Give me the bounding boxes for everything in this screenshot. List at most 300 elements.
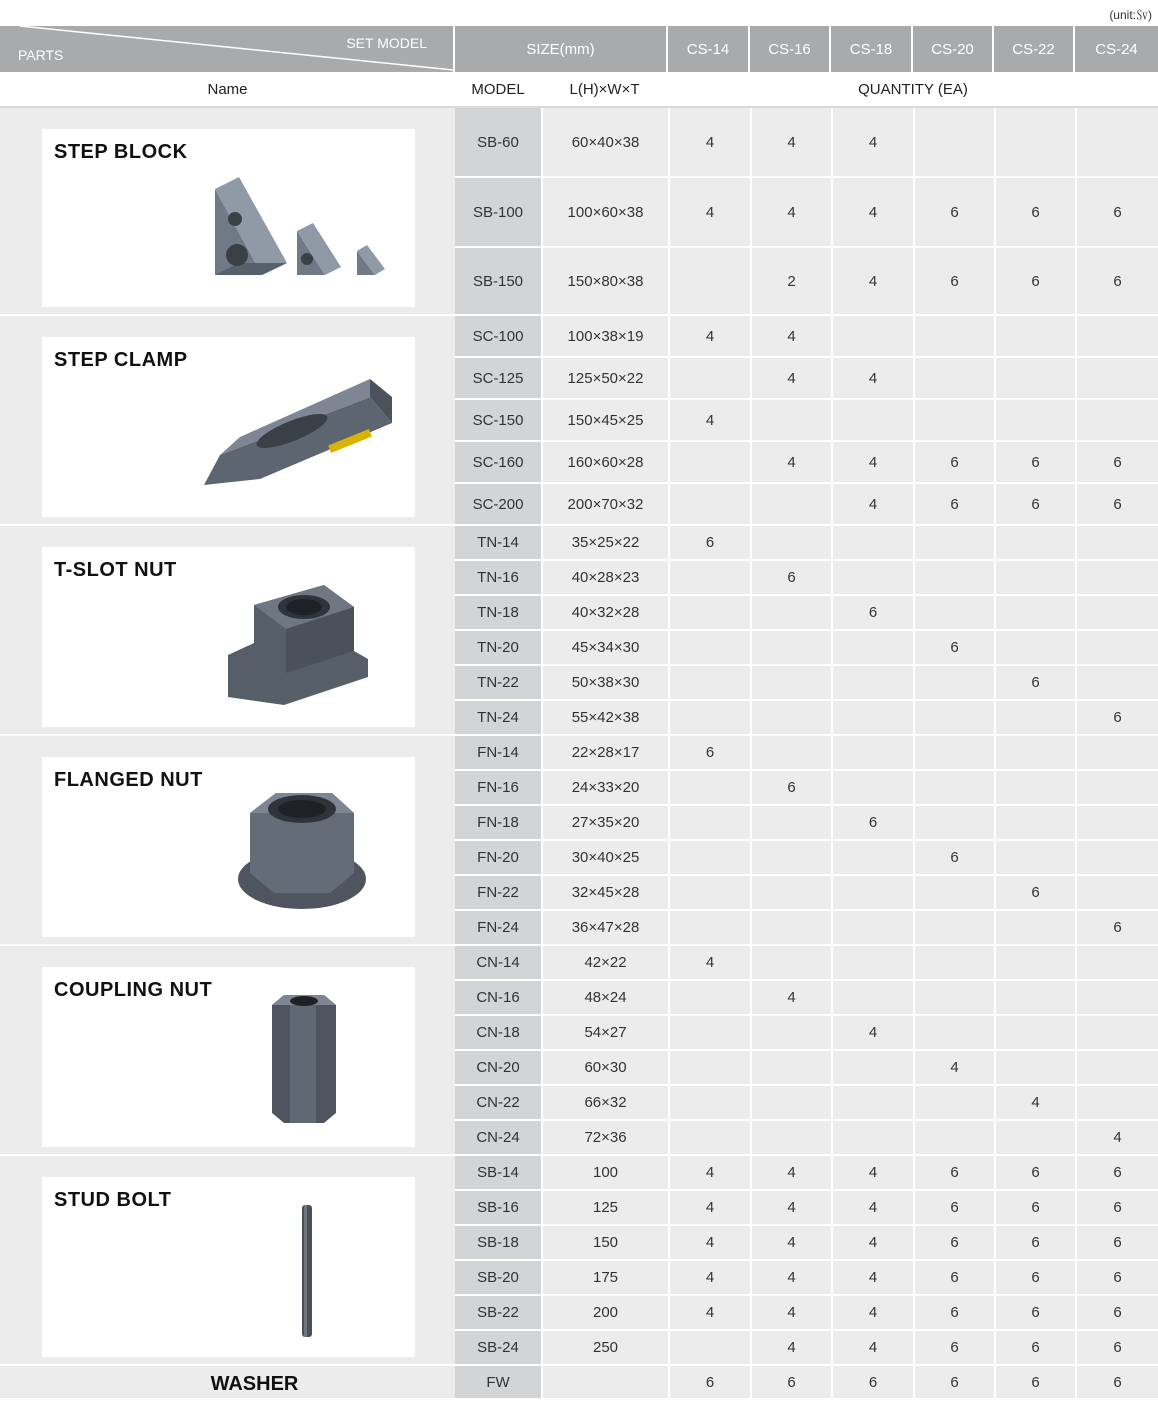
qty-cell-cs-18 <box>831 981 913 1016</box>
qty-cell-cs-14 <box>668 484 750 526</box>
qty-cell-cs-24: 4 <box>1075 1121 1158 1156</box>
qty-cell-cs-14 <box>668 701 750 736</box>
qty-cell-cs-22: 6 <box>994 876 1075 911</box>
qty-cell-cs-24 <box>1075 596 1158 631</box>
size-cell: 66×32 <box>541 1086 668 1121</box>
qty-cell-cs-22 <box>994 701 1075 736</box>
stud-bolt-icon <box>296 1203 318 1339</box>
flanged-nut-icon <box>232 783 372 915</box>
qty-cell-cs-22 <box>994 981 1075 1016</box>
qty-cell-cs-18: 6 <box>831 1366 913 1400</box>
qty-cell-cs-18: 4 <box>831 1261 913 1296</box>
part-card <box>42 337 415 517</box>
qty-cell-cs-14: 4 <box>668 1226 750 1261</box>
qty-cell-cs-20 <box>913 561 994 596</box>
qty-cell-cs-24 <box>1075 1051 1158 1086</box>
qty-cell-cs-24 <box>1075 736 1158 771</box>
qty-cell-cs-22: 6 <box>994 248 1075 316</box>
header-row <box>0 26 1158 72</box>
qty-cell-cs-14 <box>668 841 750 876</box>
qty-cell-cs-24 <box>1075 561 1158 596</box>
qty-cell-cs-20: 6 <box>913 248 994 316</box>
size-cell: 40×28×23 <box>541 561 668 596</box>
qty-cell-cs-24 <box>1075 1016 1158 1051</box>
qty-cell-cs-16 <box>750 701 831 736</box>
qty-cell-cs-22: 6 <box>994 666 1075 701</box>
qty-cell-cs-16 <box>750 841 831 876</box>
qty-cell-cs-24 <box>1075 666 1158 701</box>
model-cell: CN-18 <box>455 1016 541 1051</box>
qty-cell-cs-24: 6 <box>1075 701 1158 736</box>
qty-cell-cs-16: 4 <box>750 108 831 178</box>
qty-cell-cs-14: 6 <box>668 526 750 561</box>
size-cell: 100×38×19 <box>541 316 668 358</box>
qty-cell-cs-16: 6 <box>750 771 831 806</box>
model-cell: SB-100 <box>455 178 541 248</box>
qty-cell-cs-20 <box>913 596 994 631</box>
size-cell: 175 <box>541 1261 668 1296</box>
part-cell-step-clamp <box>0 316 455 526</box>
qty-cell-cs-16: 4 <box>750 981 831 1016</box>
dims-column-label: L(H)×W×T <box>541 72 668 108</box>
qty-cell-cs-22: 6 <box>994 178 1075 248</box>
qty-cell-cs-22 <box>994 108 1075 178</box>
qty-cell-cs-16: 2 <box>750 248 831 316</box>
t-slot-nut-icon <box>224 577 374 707</box>
qty-cell-cs-20 <box>913 358 994 400</box>
model-cell: CN-16 <box>455 981 541 1016</box>
qty-cell-cs-20 <box>913 946 994 981</box>
qty-cell-cs-18: 4 <box>831 248 913 316</box>
qty-cell-cs-16 <box>750 526 831 561</box>
size-cell: 50×38×30 <box>541 666 668 701</box>
qty-cell-cs-16 <box>750 1016 831 1051</box>
part-name: T-SLOT NUT <box>54 559 177 581</box>
model-cell: SB-18 <box>455 1226 541 1261</box>
qty-cell-cs-20 <box>913 666 994 701</box>
name-column-label: Name <box>0 72 455 108</box>
qty-cell-cs-18: 4 <box>831 1191 913 1226</box>
model-cell: SC-100 <box>455 316 541 358</box>
size-cell: 42×22 <box>541 946 668 981</box>
qty-cell-cs-24: 6 <box>1075 1296 1158 1331</box>
table-row <box>0 736 1158 771</box>
qty-cell-cs-14: 4 <box>668 108 750 178</box>
qty-cell-cs-16 <box>750 1086 831 1121</box>
part-name: STUD BOLT <box>54 1189 172 1211</box>
qty-cell-cs-22 <box>994 561 1075 596</box>
qty-cell-cs-24 <box>1075 771 1158 806</box>
table-row <box>0 316 1158 358</box>
qty-cell-cs-22 <box>994 806 1075 841</box>
model-cell: CN-24 <box>455 1121 541 1156</box>
qty-cell-cs-16 <box>750 400 831 442</box>
model-cell: SC-160 <box>455 442 541 484</box>
set-header-cs20: CS-20 <box>913 26 994 72</box>
model-cell: CN-20 <box>455 1051 541 1086</box>
qty-cell-cs-18: 4 <box>831 1296 913 1331</box>
size-cell: 125×50×22 <box>541 358 668 400</box>
coupling-nut-icon <box>264 991 344 1127</box>
size-cell: 100 <box>541 1156 668 1191</box>
qty-cell-cs-18 <box>831 911 913 946</box>
qty-cell-cs-22 <box>994 911 1075 946</box>
qty-cell-cs-22: 6 <box>994 1331 1075 1366</box>
qty-cell-cs-18 <box>831 1121 913 1156</box>
qty-cell-cs-20 <box>913 400 994 442</box>
qty-cell-cs-22 <box>994 1016 1075 1051</box>
part-cell-washer <box>0 1366 455 1400</box>
qty-cell-cs-24 <box>1075 806 1158 841</box>
model-cell: TN-16 <box>455 561 541 596</box>
part-card <box>42 129 415 307</box>
components-table <box>0 26 1158 1400</box>
size-cell: 45×34×30 <box>541 631 668 666</box>
qty-cell-cs-18: 6 <box>831 806 913 841</box>
qty-cell-cs-22: 6 <box>994 1261 1075 1296</box>
qty-cell-cs-16 <box>750 596 831 631</box>
qty-cell-cs-18: 4 <box>831 1016 913 1051</box>
model-cell: SB-20 <box>455 1261 541 1296</box>
qty-cell-cs-24: 6 <box>1075 1156 1158 1191</box>
qty-cell-cs-14 <box>668 981 750 1016</box>
qty-cell-cs-18 <box>831 701 913 736</box>
qty-cell-cs-20 <box>913 981 994 1016</box>
qty-cell-cs-20: 6 <box>913 841 994 876</box>
qty-cell-cs-22: 6 <box>994 1226 1075 1261</box>
qty-cell-cs-18: 4 <box>831 442 913 484</box>
qty-cell-cs-14: 4 <box>668 946 750 981</box>
model-cell: TN-18 <box>455 596 541 631</box>
qty-cell-cs-20: 6 <box>913 1366 994 1400</box>
model-cell: FN-18 <box>455 806 541 841</box>
qty-cell-cs-14 <box>668 806 750 841</box>
qty-cell-cs-16: 4 <box>750 1191 831 1226</box>
size-cell: 125 <box>541 1191 668 1226</box>
size-cell: 60×40×38 <box>541 108 668 178</box>
qty-cell-cs-18 <box>831 526 913 561</box>
size-cell: 55×42×38 <box>541 701 668 736</box>
qty-cell-cs-24: 6 <box>1075 442 1158 484</box>
part-name: FLANGED NUT <box>54 769 203 791</box>
unit-label: (unit:㏜) <box>1109 8 1152 22</box>
qty-cell-cs-20 <box>913 1086 994 1121</box>
qty-cell-cs-18: 4 <box>831 1226 913 1261</box>
qty-cell-cs-18 <box>831 316 913 358</box>
part-name: STEP BLOCK <box>54 141 188 163</box>
model-cell: SB-22 <box>455 1296 541 1331</box>
set-model-label: SET MODEL <box>346 35 427 51</box>
model-cell: FN-24 <box>455 911 541 946</box>
set-header-cs14: CS-14 <box>668 26 750 72</box>
qty-cell-cs-22 <box>994 596 1075 631</box>
parts-setmodel-header <box>0 26 455 72</box>
qty-cell-cs-22: 4 <box>994 1086 1075 1121</box>
qty-cell-cs-18: 4 <box>831 1331 913 1366</box>
qty-cell-cs-20: 6 <box>913 1296 994 1331</box>
qty-cell-cs-20 <box>913 806 994 841</box>
qty-cell-cs-20: 6 <box>913 1331 994 1366</box>
qty-cell-cs-22: 6 <box>994 484 1075 526</box>
qty-cell-cs-22: 6 <box>994 1366 1075 1400</box>
qty-cell-cs-18 <box>831 946 913 981</box>
part-cell-t-slot-nut <box>0 526 455 736</box>
part-cell-stud-bolt <box>0 1156 455 1366</box>
qty-cell-cs-22 <box>994 400 1075 442</box>
qty-cell-cs-16: 4 <box>750 1331 831 1366</box>
qty-cell-cs-16: 4 <box>750 1226 831 1261</box>
model-cell: TN-24 <box>455 701 541 736</box>
qty-cell-cs-14 <box>668 1331 750 1366</box>
qty-cell-cs-14 <box>668 1121 750 1156</box>
qty-cell-cs-20 <box>913 771 994 806</box>
qty-cell-cs-24 <box>1075 876 1158 911</box>
size-cell: 150×45×25 <box>541 400 668 442</box>
qty-cell-cs-16 <box>750 1121 831 1156</box>
size-header: SIZE(mm) <box>455 26 668 72</box>
qty-cell-cs-18 <box>831 771 913 806</box>
qty-cell-cs-22 <box>994 736 1075 771</box>
model-cell: CN-14 <box>455 946 541 981</box>
qty-cell-cs-14: 4 <box>668 316 750 358</box>
qty-cell-cs-24: 6 <box>1075 1366 1158 1400</box>
model-cell: TN-20 <box>455 631 541 666</box>
qty-cell-cs-14 <box>668 666 750 701</box>
qty-cell-cs-18 <box>831 666 913 701</box>
qty-cell-cs-20: 6 <box>913 484 994 526</box>
qty-cell-cs-24 <box>1075 526 1158 561</box>
model-cell: SB-16 <box>455 1191 541 1226</box>
qty-cell-cs-16: 4 <box>750 178 831 248</box>
qty-cell-cs-14 <box>668 631 750 666</box>
part-name: WASHER <box>210 1372 299 1395</box>
size-cell: 200 <box>541 1296 668 1331</box>
table-row <box>0 108 1158 178</box>
qty-cell-cs-24: 6 <box>1075 1191 1158 1226</box>
model-cell: TN-14 <box>455 526 541 561</box>
qty-cell-cs-18 <box>831 841 913 876</box>
qty-cell-cs-18: 4 <box>831 1156 913 1191</box>
qty-cell-cs-22 <box>994 526 1075 561</box>
qty-cell-cs-16 <box>750 806 831 841</box>
table-row <box>0 1156 1158 1191</box>
qty-cell-cs-16 <box>750 484 831 526</box>
qty-cell-cs-16 <box>750 631 831 666</box>
qty-cell-cs-18 <box>831 561 913 596</box>
part-name: STEP CLAMP <box>54 349 188 371</box>
qty-cell-cs-14 <box>668 561 750 596</box>
qty-cell-cs-20 <box>913 526 994 561</box>
qty-cell-cs-14: 4 <box>668 1156 750 1191</box>
qty-cell-cs-18: 4 <box>831 484 913 526</box>
qty-cell-cs-24: 6 <box>1075 1331 1158 1366</box>
qty-cell-cs-16: 4 <box>750 1261 831 1296</box>
table-row <box>0 946 1158 981</box>
qty-cell-cs-20: 6 <box>913 178 994 248</box>
size-cell: 150×80×38 <box>541 248 668 316</box>
model-cell: SB-60 <box>455 108 541 178</box>
qty-cell-cs-20 <box>913 1121 994 1156</box>
qty-cell-cs-24 <box>1075 841 1158 876</box>
size-cell: 200×70×32 <box>541 484 668 526</box>
qty-cell-cs-24: 6 <box>1075 178 1158 248</box>
qty-cell-cs-22: 6 <box>994 442 1075 484</box>
qty-cell-cs-14: 4 <box>668 1261 750 1296</box>
set-header-cs16: CS-16 <box>750 26 831 72</box>
model-cell: SB-14 <box>455 1156 541 1191</box>
qty-cell-cs-22 <box>994 316 1075 358</box>
table-row <box>0 1366 1158 1400</box>
size-cell: 250 <box>541 1331 668 1366</box>
size-cell <box>541 1366 668 1400</box>
qty-cell-cs-16: 4 <box>750 316 831 358</box>
qty-cell-cs-18: 4 <box>831 108 913 178</box>
qty-cell-cs-18 <box>831 876 913 911</box>
qty-cell-cs-20 <box>913 701 994 736</box>
qty-cell-cs-16 <box>750 1051 831 1086</box>
model-cell: FN-16 <box>455 771 541 806</box>
qty-cell-cs-20 <box>913 108 994 178</box>
size-cell: 60×30 <box>541 1051 668 1086</box>
part-card <box>42 547 415 727</box>
qty-cell-cs-22: 6 <box>994 1191 1075 1226</box>
qty-cell-cs-18: 4 <box>831 358 913 400</box>
set-header-cs18: CS-18 <box>831 26 913 72</box>
qty-cell-cs-20 <box>913 911 994 946</box>
qty-cell-cs-16: 4 <box>750 358 831 400</box>
size-cell: 27×35×20 <box>541 806 668 841</box>
part-cell-step-block <box>0 108 455 316</box>
qty-cell-cs-14 <box>668 596 750 631</box>
qty-cell-cs-18 <box>831 1051 913 1086</box>
part-card <box>42 1177 415 1357</box>
qty-cell-cs-18 <box>831 736 913 771</box>
model-cell: SC-150 <box>455 400 541 442</box>
qty-cell-cs-20 <box>913 876 994 911</box>
qty-cell-cs-18: 6 <box>831 596 913 631</box>
model-cell: SB-24 <box>455 1331 541 1366</box>
qty-cell-cs-20: 6 <box>913 1261 994 1296</box>
qty-cell-cs-22 <box>994 1121 1075 1156</box>
qty-cell-cs-22 <box>994 946 1075 981</box>
size-cell: 48×24 <box>541 981 668 1016</box>
qty-cell-cs-22: 6 <box>994 1296 1075 1331</box>
size-cell: 24×33×20 <box>541 771 668 806</box>
model-cell: SC-200 <box>455 484 541 526</box>
size-cell: 54×27 <box>541 1016 668 1051</box>
qty-cell-cs-24 <box>1075 946 1158 981</box>
qty-cell-cs-14: 4 <box>668 1296 750 1331</box>
qty-cell-cs-18 <box>831 631 913 666</box>
size-cell: 30×40×25 <box>541 841 668 876</box>
part-cell-flanged-nut <box>0 736 455 946</box>
qty-cell-cs-22 <box>994 631 1075 666</box>
qty-cell-cs-24: 6 <box>1075 911 1158 946</box>
qty-cell-cs-14 <box>668 876 750 911</box>
model-cell: FW <box>455 1366 541 1400</box>
size-cell: 100×60×38 <box>541 178 668 248</box>
subheader-row <box>0 72 1158 108</box>
qty-cell-cs-14 <box>668 442 750 484</box>
qty-cell-cs-20: 6 <box>913 631 994 666</box>
qty-cell-cs-20 <box>913 316 994 358</box>
qty-cell-cs-20: 6 <box>913 1226 994 1261</box>
model-cell: FN-20 <box>455 841 541 876</box>
qty-cell-cs-24: 6 <box>1075 1226 1158 1261</box>
qty-cell-cs-16: 6 <box>750 561 831 596</box>
qty-cell-cs-14 <box>668 1016 750 1051</box>
qty-cell-cs-14: 4 <box>668 178 750 248</box>
size-cell: 40×32×28 <box>541 596 668 631</box>
qty-cell-cs-24 <box>1075 400 1158 442</box>
qty-cell-cs-24: 6 <box>1075 1261 1158 1296</box>
qty-cell-cs-20: 6 <box>913 442 994 484</box>
model-cell: TN-22 <box>455 666 541 701</box>
qty-cell-cs-16: 4 <box>750 1296 831 1331</box>
parts-label: PARTS <box>18 47 64 63</box>
qty-cell-cs-16: 4 <box>750 1156 831 1191</box>
qty-cell-cs-24 <box>1075 316 1158 358</box>
step-block-icon <box>207 157 397 283</box>
qty-cell-cs-24: 6 <box>1075 484 1158 526</box>
qty-cell-cs-22 <box>994 358 1075 400</box>
qty-cell-cs-20: 6 <box>913 1191 994 1226</box>
size-cell: 150 <box>541 1226 668 1261</box>
size-cell: 160×60×28 <box>541 442 668 484</box>
qty-cell-cs-14 <box>668 1086 750 1121</box>
qty-cell-cs-20 <box>913 736 994 771</box>
quantity-column-label: QUANTITY (EA) <box>668 72 1158 108</box>
qty-cell-cs-24 <box>1075 1086 1158 1121</box>
qty-cell-cs-22 <box>994 771 1075 806</box>
model-cell: FN-14 <box>455 736 541 771</box>
qty-cell-cs-16 <box>750 666 831 701</box>
qty-cell-cs-16 <box>750 736 831 771</box>
qty-cell-cs-16: 4 <box>750 442 831 484</box>
part-cell-coupling-nut <box>0 946 455 1156</box>
qty-cell-cs-16 <box>750 911 831 946</box>
size-cell: 22×28×17 <box>541 736 668 771</box>
qty-cell-cs-16 <box>750 946 831 981</box>
qty-cell-cs-20: 4 <box>913 1051 994 1086</box>
model-cell: CN-22 <box>455 1086 541 1121</box>
model-column-label: MODEL <box>455 72 541 108</box>
qty-cell-cs-14 <box>668 358 750 400</box>
components-table-body <box>0 108 1158 1400</box>
qty-cell-cs-18 <box>831 400 913 442</box>
qty-cell-cs-20 <box>913 1016 994 1051</box>
qty-cell-cs-16: 6 <box>750 1366 831 1400</box>
qty-cell-cs-22: 6 <box>994 1156 1075 1191</box>
qty-cell-cs-14: 4 <box>668 400 750 442</box>
qty-cell-cs-24: 6 <box>1075 248 1158 316</box>
qty-cell-cs-22 <box>994 1051 1075 1086</box>
table-row <box>0 526 1158 561</box>
part-card <box>42 757 415 937</box>
set-header-cs24: CS-24 <box>1075 26 1158 72</box>
qty-cell-cs-14: 4 <box>668 1191 750 1226</box>
size-cell: 35×25×22 <box>541 526 668 561</box>
qty-cell-cs-22 <box>994 841 1075 876</box>
part-name: COUPLING NUT <box>54 979 213 1001</box>
qty-cell-cs-14: 6 <box>668 1366 750 1400</box>
model-cell: FN-22 <box>455 876 541 911</box>
qty-cell-cs-24 <box>1075 358 1158 400</box>
qty-cell-cs-14 <box>668 771 750 806</box>
qty-cell-cs-14 <box>668 1051 750 1086</box>
qty-cell-cs-16 <box>750 876 831 911</box>
qty-cell-cs-24 <box>1075 981 1158 1016</box>
